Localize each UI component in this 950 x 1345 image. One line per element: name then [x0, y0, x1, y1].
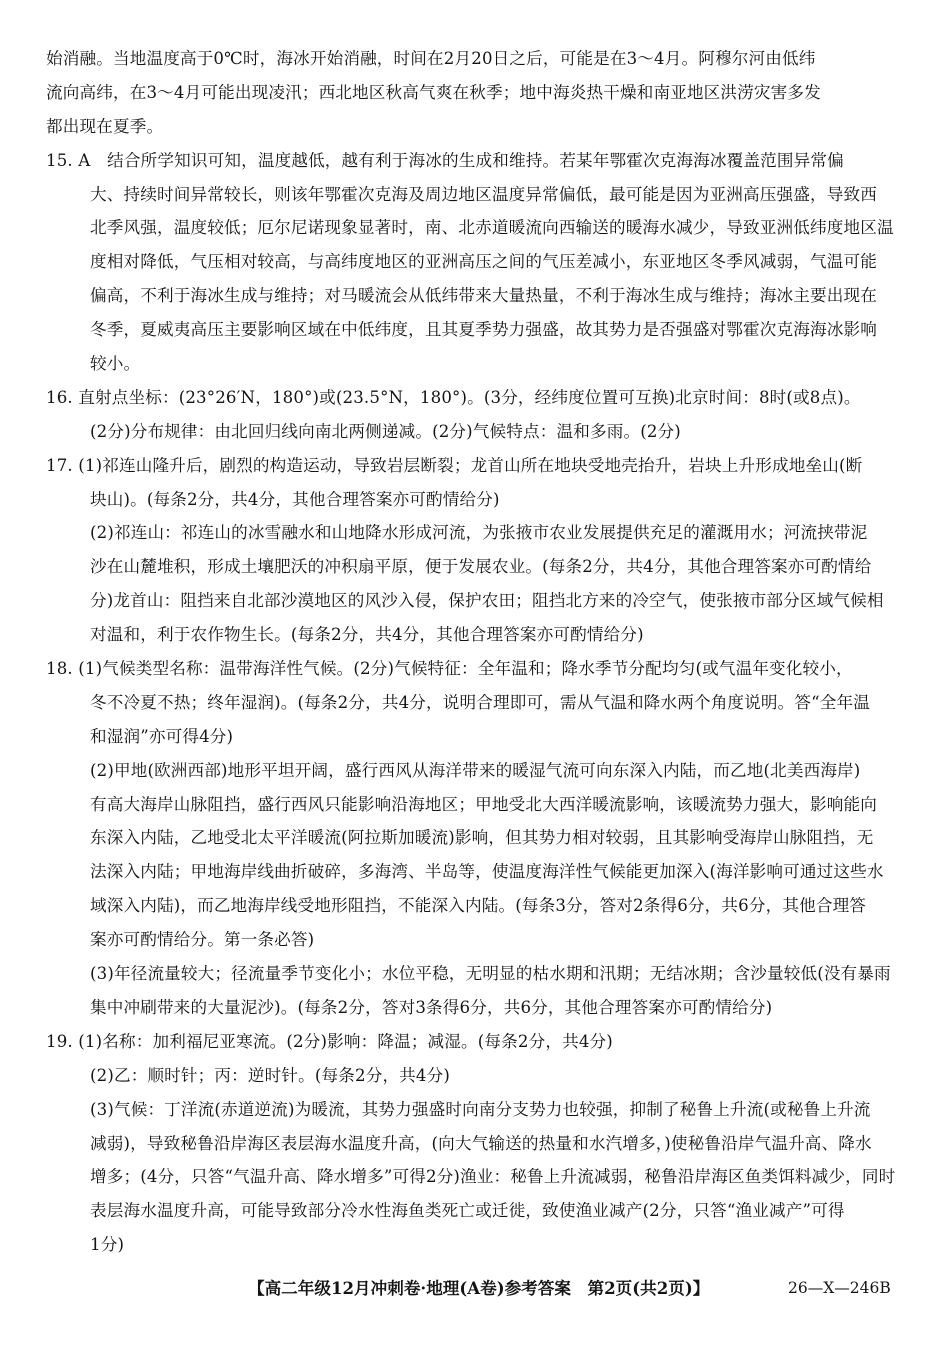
text-line: 1分) — [90, 1235, 125, 1255]
text-line: (2)甲地(欧洲西部)地形平坦开阔，盛行西风从海洋带来的暖湿气流可向东深入内陆，而乙地(北美西海岸) — [90, 760, 861, 780]
text-line: 北季风强，温度较低；厄尔尼诺现象显著时，南、北赤道暖流向西输送的暖海水减少，导致亚洲低纬度地区温 — [90, 218, 894, 238]
page-footer-code: 26—X—246B — [788, 1279, 891, 1297]
text-line: 法深入内陆；甲地海岸线曲折破碎，多海湾、半岛等，使温度海洋性气候能更加深入(海洋影响可通过这些水 — [90, 862, 884, 882]
text-line: 都出现在夏季。 — [46, 116, 164, 136]
answer-15-line: 15. A 结合所学知识可知，温度越低，越有利于海冰的生成和维持。若某年鄂霍次克海海冰覆盖范围异常偏 — [46, 150, 844, 170]
answer-content — [46, 42, 902, 1262]
text-line: (3)气候：丁洋流(赤道逆流)为暖流，其势力强盛时向南分支势力也较强，抑制了秘鲁上升流(或秘鲁上升流 — [90, 1099, 871, 1119]
text-line: 域深入内陆)，而乙地海岸线受地形阻挡，不能深入内陆。(每条3分，答对2条得6分，共6分，其他合理答 — [90, 896, 867, 916]
text-line: 沙在山麓堆积，形成土壤肥沃的冲积扇平原，便于发展农业。(每条2分，共4分，其他合理答案亦可酌情给 — [90, 557, 872, 577]
text-line: 和湿润”亦可得4分) — [90, 726, 234, 746]
answer-16-line: 16. 直射点坐标：(23°26′N，180°)或(23.5°N，180°)。(3分，经纬度位置可互换)北京时间：8时(或8点)。 — [46, 387, 861, 407]
text-line: 冬不冷夏不热；终年湿润)。(每条2分，共4分，说明合理即可，需从气温和降水两个角度说明。答“全年温 — [90, 692, 871, 712]
text-line: 流向高纬，在3～4月可能出现凌汛；西北地区秋高气爽在秋季；地中海炎热干燥和南亚地区洪涝灾害多发 — [46, 82, 821, 102]
text-line: (3)年径流量较大；径流量季节变化小；水位平稳，无明显的枯水期和汛期；无结冰期；含沙量较低(没有暴雨 — [90, 964, 891, 984]
text-line: 有高大海岸山脉阻挡，盛行西风只能影响沿海地区；甲地受北大西洋暖流影响，该暖流势力强大，影响能向 — [90, 794, 877, 814]
text-line: 东深入内陆，乙地受北太平洋暖流(阿拉斯加暖流)影响，但其势力相对较弱，且其影响受海岸山脉阻挡，无 — [90, 828, 874, 848]
text-line: (2)乙：顺时针；丙：逆时针。(每条2分，共4分) — [90, 1065, 451, 1085]
text-line: 冬季，夏威夷高压主要影响区域在中低纬度，且其夏季势力强盛，故其势力是否强盛对鄂霍次克海海冰影响 — [90, 320, 877, 340]
answer-19-line: 19. (1)名称：加利福尼亚寒流。(2分)影响：降温；减湿。(每条2分，共4分) — [46, 1031, 613, 1051]
answer-17-line: 17. (1)祁连山隆升后，剧烈的构造运动，导致岩层断裂；龙首山所在地块受地壳抬升，岩块上升形成地垒山(断 — [46, 455, 863, 475]
text-line: 分)龙首山：阻挡来自北部沙漠地区的风沙入侵，保护农田；阻挡北方来的冷空气，使张掖市部分区域气候相 — [90, 591, 884, 611]
page-footer-title: 【高二年级12月冲刺卷·地理(A卷)参考答案 第2页(共2页)】 — [248, 1278, 710, 1298]
answer-18-line: 18. (1)气候类型名称：温带海洋性气候。(2分)气候特征：全年温和；降水季节分配均匀(或气温年变化较小， — [46, 659, 853, 679]
text-line: 始消融。当地温度高于0℃时，海冰开始消融，时间在2月20日之后，可能是在3～4月。阿穆尔河由低纬 — [46, 49, 816, 68]
text-line: 块山)。(每条2分，共4分，其他合理答案亦可酌情给分) — [90, 489, 500, 509]
text-line: 偏高，不利于海冰生成与维持；对马暖流会从低纬带来大量热量，不利于海冰生成与维持；海冰主要出现在 — [90, 286, 877, 306]
text-line: 增多；(4分，只答“气温升高、降水增多”可得2分)渔业：秘鲁上升流减弱，秘鲁沿岸海区鱼类饵料减少，同时 — [90, 1167, 896, 1187]
text-line: 大、持续时间异常较长，则该年鄂霍次克海及周边地区温度异常偏低，最可能是因为亚洲高压强盛，导致西 — [90, 184, 877, 204]
text-line: 度相对降低，气压相对较高，与高纬度地区的亚洲高压之间的气压差减小，东亚地区冬季风减弱，气温可能 — [90, 252, 877, 272]
text-line: (2)祁连山：祁连山的冰雪融水和山地降水形成河流，为张掖市农业发展提供充足的灌溉用水；河流挟带泥 — [90, 523, 868, 543]
text-line: 较小。 — [90, 354, 141, 374]
text-line: 对温和，利于农作物生长。(每条2分，共4分，其他合理答案亦可酌情给分) — [90, 625, 644, 645]
text-line: 集中冲刷带来的大量泥沙)。(每条2分，答对3条得6分，共6分，其他合理答案亦可酌情给分) — [90, 997, 773, 1017]
text-line: 减弱)，导致秘鲁沿岸海区表层海水温度升高，(向大气输送的热量和水汽增多，)使秘鲁沿岸气温升高、降水 — [90, 1133, 872, 1153]
text-line: 表层海水温度升高，可能导致部分冷水性海鱼类死亡或迁徙，致使渔业减产(2分，只答“渔业减产”可得 — [90, 1201, 845, 1221]
text-line: (2分)分布规律：由北回归线向南北两侧递减。(2分)气候特点：温和多雨。(2分) — [90, 421, 681, 441]
text-line: 案亦可酌情给分。第一条必答) — [90, 930, 315, 950]
